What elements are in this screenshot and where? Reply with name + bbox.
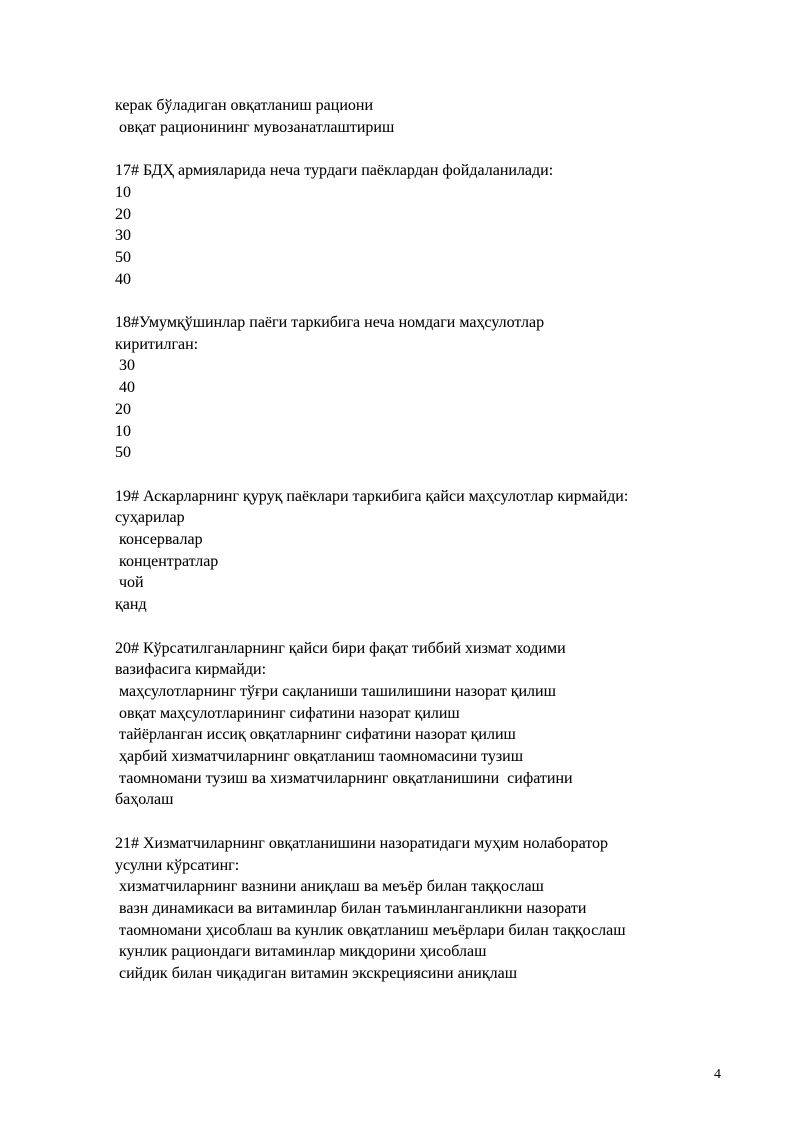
answer-option: 50: [115, 444, 131, 462]
question-text: 18#Умумқўшинлар паёги таркибига неча номдаги маҳсулотлар: [115, 314, 545, 331]
answer-option: чой: [115, 574, 144, 592]
question-20: [115, 638, 735, 812]
blank-line: [115, 464, 735, 486]
intro-line: керак бўладиган овқатланиш рациони: [115, 97, 373, 114]
blank-line: [115, 616, 735, 638]
question-18: [115, 312, 735, 464]
intro-block: [115, 95, 735, 138]
answer-option: 10: [115, 183, 131, 201]
answer-option: таомномани ҳисоблаш ва кунлик овқатланиш меъёрлари билан таққослаш: [115, 921, 626, 939]
answer-option: 40: [115, 379, 135, 397]
answer-option-continuation: баҳолаш: [115, 791, 174, 809]
answer-option: 20: [115, 400, 131, 418]
question-text: 17# БДҲ армияларида неча турдаги паёклардан фойдаланилади:: [115, 162, 554, 180]
answer-option: 30: [115, 357, 135, 375]
page-number: 4: [714, 1067, 721, 1082]
question-text: киритилган:: [115, 335, 199, 353]
answer-option: тайёрланган иссиқ овқатларнинг сифатини назорат қилиш: [115, 726, 516, 744]
answer-option: 50: [115, 248, 131, 266]
question-text: усулни кўрсатинг:: [115, 856, 240, 874]
answer-option: овқат маҳсулотларининг сифатини назорат қилиш: [115, 704, 460, 722]
blank-line: [115, 290, 735, 312]
answer-option: сийдик билан чиқадиган витамин экскрециясини аниқлаш: [115, 965, 518, 983]
question-17: [115, 160, 735, 290]
answer-option: вазн динамикаси ва витаминлар билан таъминланганликни назорати: [115, 899, 587, 917]
question-text: 21# Хизматчиларнинг овқатланишини назоратидаги муҳим нолаборатор: [115, 834, 609, 852]
answer-option: қанд: [115, 596, 147, 614]
question-19: [115, 486, 735, 616]
answer-option: ҳарбий хизматчиларнинг овқатланиш таомномасини тузиш: [115, 748, 524, 766]
question-21: [115, 833, 735, 985]
answer-option: 10: [115, 422, 131, 440]
answer-option: таомномани тузиш ва хизматчиларнинг овқатланишини сифатини: [115, 769, 573, 787]
answer-option: кунлик рациондаги витаминлар миқдорини ҳисоблаш: [115, 943, 487, 961]
answer-option: концентратлар: [115, 552, 219, 570]
question-text: вазифасига кирмайди:: [115, 661, 267, 679]
blank-line: [115, 811, 735, 833]
answer-option: хизматчиларнинг вазнини аниқлаш ва меъёр билан таққослаш: [115, 878, 544, 896]
answer-option: 20: [115, 205, 131, 223]
blank-line: [115, 138, 735, 160]
answer-option: консервалар: [115, 531, 203, 549]
question-text: 19# Аскарларнинг қуруқ паёклари таркибига қайси маҳсулотлар кирмайди:: [115, 487, 629, 505]
answer-option: 30: [115, 227, 131, 245]
question-text: 20# Кўрсатилганларнинг қайси бири фақат тиббий хизмат ходими: [115, 639, 566, 657]
page-content: [115, 95, 735, 985]
intro-line: овқат рационининг мувозанатлаштириш: [115, 118, 395, 136]
answer-option: 40: [115, 270, 131, 288]
answer-option: суҳарилар: [115, 509, 185, 527]
answer-option: маҳсулотларнинг тўғри сақланиши ташилишини назорат қилиш: [115, 682, 556, 700]
